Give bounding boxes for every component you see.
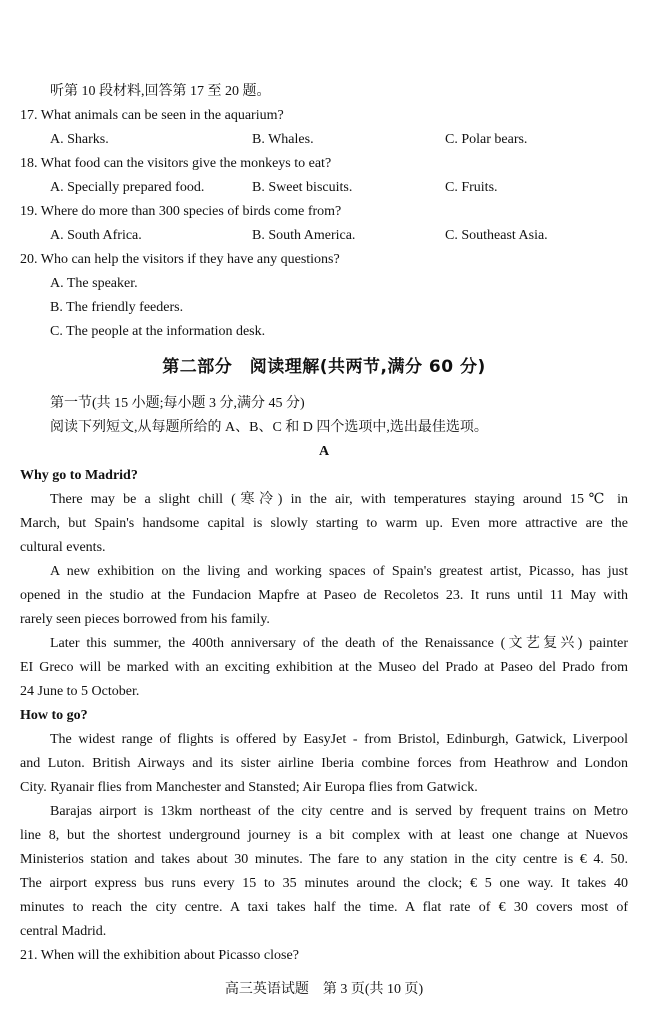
- p1-line-1: There may be a slight chill (寒冷) in the air, with temperatures staying around 15℃ in: [50, 492, 628, 507]
- page-footer: 高三英语试题 第 3 页(共 10 页): [224, 982, 424, 997]
- listening-instruction: 听第 10 段材料,回答第 17 至 20 题。: [50, 84, 271, 99]
- p5-line-3: Ministerios station and takes about 30 minutes. The fare to any station in the city centre is € 4. 50.: [20, 852, 628, 867]
- q19-option-a: A. South Africa.: [50, 228, 142, 243]
- question-19: 19. Where do more than 300 species of birds come from?: [20, 204, 342, 219]
- p1-line-2: March, but Spain's handsome capital is slowly starting to warm up. Even more attractive are the: [20, 516, 628, 531]
- p4-line-3: City. Ryanair flies from Manchester and Stansted; Air Europa flies from Gatwick.: [20, 780, 478, 795]
- p4-line-2: and Luton. British Airways and its sister airline Iberia combine forces from Heathrow and London: [20, 756, 628, 771]
- q17-option-c: C. Polar bears.: [445, 132, 528, 147]
- heading-how-to-go: How to go?: [20, 708, 88, 723]
- q19-option-b: B. South America.: [252, 228, 356, 243]
- p2-line-3: rarely seen pieces borrowed from his family.: [20, 612, 270, 627]
- q20-option-c: C. The people at the information desk.: [50, 324, 266, 339]
- q17-option-a: A. Sharks.: [50, 132, 109, 147]
- q20-option-a: A. The speaker.: [50, 276, 138, 291]
- q17-option-b: B. Whales.: [252, 132, 314, 147]
- p5-line-5: minutes to reach the city centre. A taxi takes half the time. A flat rate of € 30 covers most of: [20, 900, 628, 915]
- p5-line-2: line 8, but the shortest underground journey is a bit complex with at least one change at Nuevos: [20, 828, 628, 843]
- p1-line-3: cultural events.: [20, 540, 106, 555]
- p5-line-4: The airport express bus runs every 15 to 35 minutes around the clock; € 5 one way. It takes 40: [20, 876, 628, 891]
- p5-line-6: central Madrid.: [20, 924, 107, 939]
- q18-option-b: B. Sweet biscuits.: [252, 180, 353, 195]
- p2-line-2: opened in the studio at the Fundacion Mapfre at Paseo de Recoletos 23. It runs until 11 May with: [20, 588, 628, 603]
- question-21: 21. When will the exhibition about Picasso close?: [20, 948, 299, 963]
- q20-option-b: B. The friendly feeders.: [50, 300, 184, 315]
- reading-instruction: 阅读下列短文,从每题所给的 A、B、C 和 D 四个选项中,选出最佳选项。: [50, 420, 488, 435]
- passage-letter: A: [318, 444, 330, 459]
- p3-line-2: EI Greco will be marked with an exciting exhibition at the Museo del Prado at Paseo del Prado from: [20, 660, 628, 675]
- p3-line-3: 24 June to 5 October.: [20, 684, 140, 699]
- q19-option-c: C. Southeast Asia.: [445, 228, 548, 243]
- q18-option-a: A. Specially prepared food.: [50, 180, 205, 195]
- question-17: 17. What animals can be seen in the aquarium?: [20, 108, 284, 123]
- part2-title: 第二部分 阅读理解(共两节,满分 60 分): [162, 357, 486, 377]
- p2-line-1: A new exhibition on the living and working spaces of Spain's greatest artist, Picasso, has just: [50, 564, 628, 579]
- heading-why-go: Why go to Madrid?: [20, 468, 138, 483]
- p5-line-1: Barajas airport is 13km northeast of the city centre and is served by frequent trains on Metro: [50, 804, 628, 819]
- question-20: 20. Who can help the visitors if they have any questions?: [20, 252, 340, 267]
- p4-line-1: The widest range of flights is offered by EasyJet - from Bristol, Edinburgh, Gatwick, Liverpool: [50, 732, 628, 747]
- q18-option-c: C. Fruits.: [445, 180, 498, 195]
- section1-info: 第一节(共 15 小题;每小题 3 分,满分 45 分): [50, 396, 305, 411]
- question-18: 18. What food can the visitors give the monkeys to eat?: [20, 156, 332, 171]
- p3-line-1: Later this summer, the 400th anniversary of the death of the Renaissance (文艺复兴) painter: [50, 636, 628, 651]
